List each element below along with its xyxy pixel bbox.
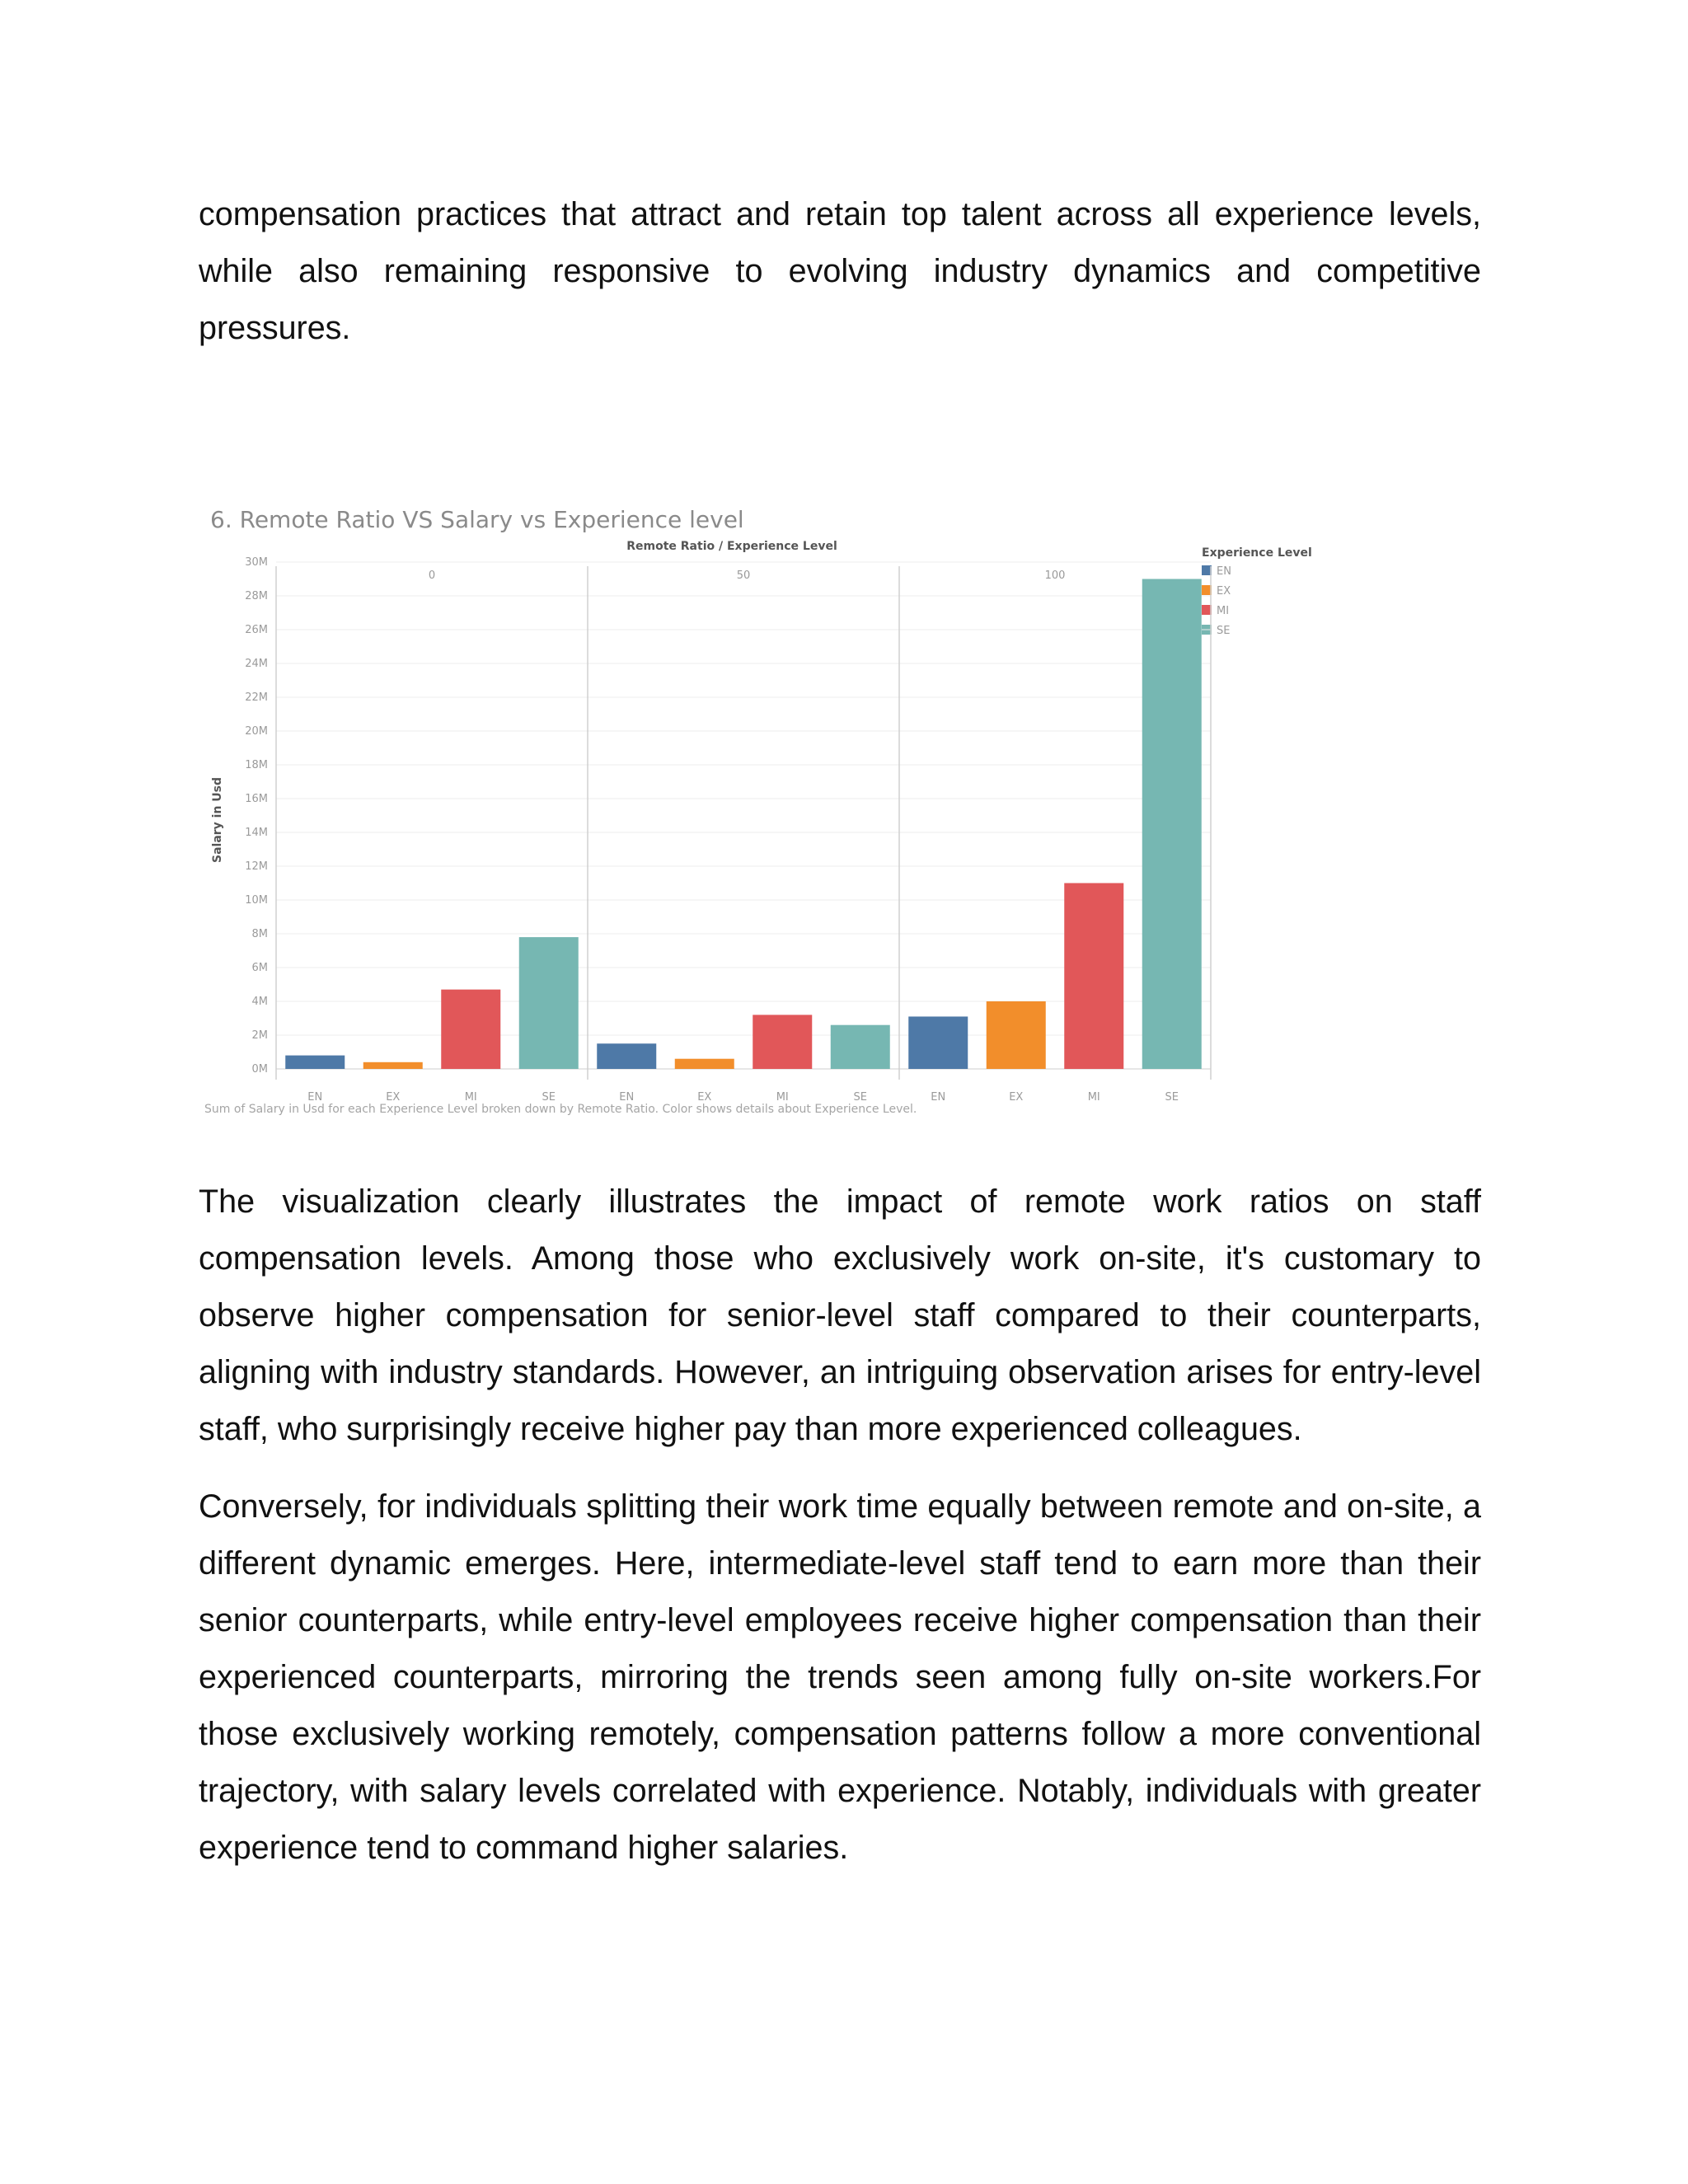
panel-header-0: 0 [428,569,436,582]
y-tick-label: 10M [245,894,268,907]
x-tick-label: EX [1009,1091,1024,1104]
intro-paragraph: compensation practices that attract and retain top talent across all experience levels, while also remaining responsive to evolving industry dynamics and competitive pressures. [199,196,1481,346]
y-tick-label: 18M [245,759,268,771]
legend [1202,546,1312,637]
x-tick-label: EX [386,1091,401,1104]
x-tick-label: EX [697,1091,712,1104]
chart-caption: Sum of Salary in Usd for each Experience Level broken down by Remote Ratio. Color shows details about Experience Level. [204,1103,917,1116]
legend-swatch-en [1202,565,1212,575]
y-tick-label: 14M [245,827,268,839]
bar-100-se [1142,579,1202,1070]
x-tick-label: EN [931,1091,946,1104]
x-tick-label: EN [619,1091,635,1104]
y-tick-label: 28M [245,590,268,602]
y-tick-label: 20M [245,725,268,738]
y-axis-label: Salary in Usd [211,776,224,864]
y-tick-label: 2M [251,1029,268,1042]
y-tick-label: 0M [251,1063,268,1076]
y-tick-label: 26M [245,624,268,636]
paragraph-remote-impact: The visualization clearly illustrates the impact of remote work ratios on staff compensation levels. Among those who exclusively work on-site, it's customary to observe higher compensation for senior-level staff compared to their counterparts, aligning with industry standards. However, an intriguing observation arises for entry-level staff, who surprisingly receive higher pay than more experienced colleagues. [199,1183,1481,1447]
x-tick-label: MI [1087,1091,1100,1104]
legend-label-mi: MI [1217,605,1230,617]
legend-swatch-ex [1202,585,1212,595]
chart-title: 6. Remote Ratio VS Salary vs Experience level [210,506,744,533]
legend-label-se: SE [1217,625,1231,637]
y-tick-label: 16M [245,793,268,805]
legend-label-en: EN [1217,565,1231,578]
x-tick-label: SE [542,1091,556,1104]
panel-header-50: 50 [736,569,751,582]
legend-title: Experience Level [1202,546,1312,560]
y-tick-label: 30M [245,556,268,569]
y-tick-label: 8M [251,928,268,940]
bar-0-en [285,1056,345,1069]
x-tick-label: SE [1165,1091,1179,1104]
bar-50-en [597,1043,656,1069]
legend-swatch-mi [1202,605,1212,615]
paragraph-hybrid-dynamics: Conversely, for individuals splitting their work time equally between remote and on-site, a different dynamic emerges. Here, intermediate-level staff tend to earn more than their senior counterparts, while entry-level employees receive higher compensation than their experienced counterparts, mirroring the trends seen among fully on-site workers.For those exclusively working remotely, compensation patterns follow a more conventional trajectory, with salary levels correlated with experience. Notably, individuals with greater experience tend to command higher salaries. [199,1488,1481,1866]
y-tick-label: 22M [245,691,268,704]
y-tick-label: 6M [251,962,268,974]
bar-100-mi [1064,883,1123,1070]
bar-50-se [831,1025,890,1069]
bar-0-ex [363,1062,423,1069]
legend-label-ex: EX [1217,585,1231,598]
bar-chart [198,499,1352,1137]
y-tick-label: 4M [251,996,268,1008]
bar-50-ex [675,1059,734,1069]
bar-100-ex [987,1001,1046,1069]
bar-50-mi [753,1015,812,1069]
chart-figure [198,499,1352,1137]
x-tick-label: MI [464,1091,477,1104]
x-tick-label: MI [776,1091,789,1104]
panel-header-100: 100 [1044,569,1066,582]
x-tick-label: EN [307,1091,323,1104]
y-axis [245,556,268,1076]
y-tick-label: 24M [245,658,268,670]
bar-100-en [908,1016,968,1069]
bar-0-mi [441,990,500,1069]
x-tick-label: SE [853,1091,867,1104]
y-tick-label: 12M [245,860,268,873]
bars [285,579,1202,1104]
column-header: Remote Ratio / Experience Level [626,540,837,553]
bar-0-se [519,937,579,1069]
